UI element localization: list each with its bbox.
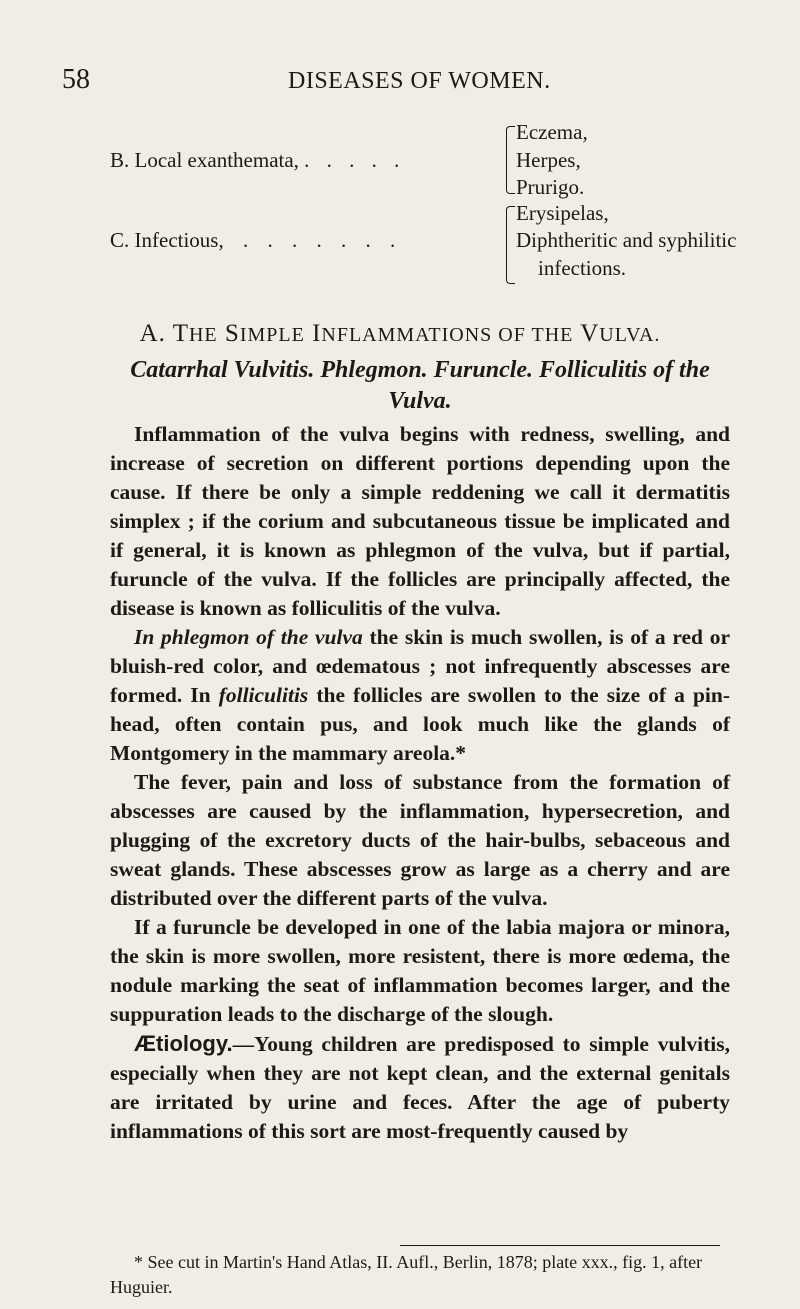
- paragraph-1: Inflammation of the vulva begins with redness, swelling, and increase of secretion on different portions depending upon the cause. If there be only a simple reddening we call it dermatitis simplex ; if the corium and subcutaneous tissue be implicated and if general, it is known as phlegmon of the vulva, but if partial, furuncle of the vulva. If the follicles are principally affected, the disease is known as folliculitis of the vulva.: [110, 422, 730, 620]
- class-c-label: C. Infectious, . . . . . . .: [110, 228, 403, 252]
- brace-b-item-3: Prurigo.: [516, 175, 585, 199]
- section-title: A. THE SIMPLE INFLAMMATIONS OF THE VULVA.: [139, 320, 661, 347]
- brace-c-item-2: Diphtheritic and syphilitic: [516, 228, 737, 252]
- brace-b-item-2: Herpes,: [516, 148, 581, 172]
- brace-b: [506, 126, 515, 194]
- footnote: * See cut in Martin's Hand Atlas, II. Aufl., Berlin, 1878; plate xxx., fig. 1, after Huguier.: [110, 1252, 703, 1297]
- brace-c: [506, 206, 515, 284]
- paragraph-2: In phlegmon of the vulva the skin is much swollen, is of a red or bluish-red color, and œdematous ; not infrequently abscesses are formed. In folliculitis the follicles are swollen to the size of a pin-head, often contain pus, and look much like the glands of Montgomery in the mammary areola.*: [110, 625, 731, 765]
- running-head: DISEASES OF WOMEN.: [288, 68, 551, 94]
- section-subtitle: Catarrhal Vulvitis. Phlegmon. Furuncle. Folliculitis of the Vulva.: [130, 357, 710, 414]
- paragraph-4: If a furuncle be developed in one of the labia majora or minora, the skin is more swollen, more resistent, there is more œdema, the nodule marking the seat of inflammation becomes larger, and the suppuration leads to the discharge of the slough.: [110, 915, 730, 1026]
- aetiology-heading: Ætiology.: [134, 1031, 233, 1056]
- brace-c-item-1: Erysipelas,: [516, 201, 609, 225]
- body-text: [110, 420, 730, 1146]
- class-b-label: B. Local exanthemata, . . . . .: [110, 148, 406, 172]
- paragraph-5: Ætiology.—Young children are predisposed to simple vulvitis, especially when they are not kept clean, and the external genitals are irritated by urine and feces. After the age of puberty inflammations of this sort are most-frequently caused by: [110, 1031, 730, 1143]
- paragraph-3: The fever, pain and loss of substance from the formation of abscesses are caused by the inflammation, hypersecretion, and plugging of the excretory ducts of the hair-bulbs, sebaceous and sweat glands. These abscesses grow as large as a cherry and are distributed over the different parts of the vulva.: [110, 770, 730, 910]
- brace-b-item-1: Eczema,: [516, 120, 588, 144]
- page-number: 58: [62, 64, 90, 95]
- brace-c-item-3: infections.: [538, 256, 627, 280]
- footnote-rule: [400, 1245, 720, 1246]
